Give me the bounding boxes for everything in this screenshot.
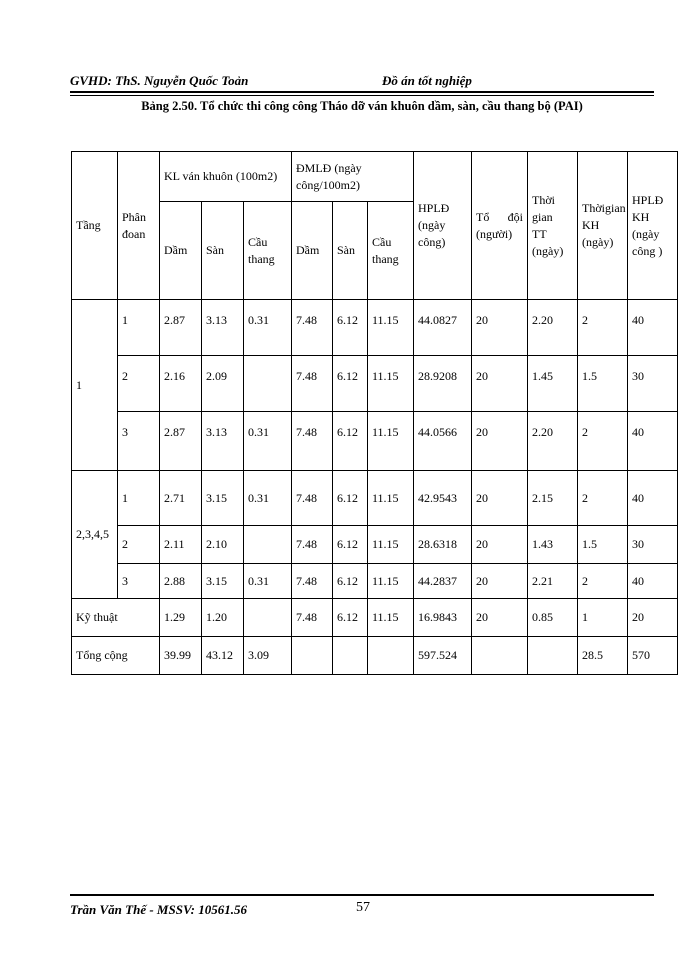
table-row (72, 526, 678, 564)
tg-kh-word-2: gian (605, 201, 626, 215)
header-rule-thin (70, 95, 654, 96)
cell-kl-san: 2.10 (202, 526, 244, 564)
col-header-tg-tt (528, 152, 578, 300)
cell-dm-dam: 7.48 (292, 471, 333, 526)
cell-hpld: 44.0827 (414, 300, 472, 356)
sub-header-kl-dam: Dầm (160, 202, 202, 300)
cell-kl-san: 2.09 (202, 356, 244, 412)
sub-header-dm-dam: Dầm (292, 202, 333, 300)
header-rule-thick (70, 91, 654, 93)
to-doi-unit: (người) (476, 226, 513, 241)
cell-to: 20 (472, 412, 528, 471)
col-header-hpld-kh: HPLĐ KH (ngày công ) (628, 152, 678, 300)
cell-kl-ct: 0.31 (244, 471, 292, 526)
cell-dm-dam: 7.48 (292, 356, 333, 412)
cell-row-label: Tổng cộng (72, 637, 160, 675)
col-header-dmld: ĐMLĐ (ngày công/100m2) (292, 152, 414, 202)
cell-kh: 2 (578, 471, 628, 526)
cell-phan-doan: 1 (118, 300, 160, 356)
cell-dm-dam: 7.48 (292, 526, 333, 564)
cell-hpld-kh: 570 (628, 637, 678, 675)
cell-kh: 2 (578, 564, 628, 599)
cell-hpld: 28.9208 (414, 356, 472, 412)
col-header-kl: KL ván khuôn (100m2) (160, 152, 292, 202)
page-header (70, 73, 654, 89)
col-header-phan-doan: Phân đoan (118, 152, 160, 300)
cell-kh: 1.5 (578, 526, 628, 564)
cell-kh: 2 (578, 412, 628, 471)
cell-kl-ct: 0.31 (244, 300, 292, 356)
cell-kl-dam: 2.16 (160, 356, 202, 412)
sub-header-kl-san: Sàn (202, 202, 244, 300)
construction-table (71, 151, 678, 675)
tg-tt-line-1: Thời gian (532, 192, 556, 224)
cell-dm-san: 6.12 (333, 526, 368, 564)
cell-dm-ct: 11.15 (368, 564, 414, 599)
cell-phan-doan: 3 (118, 564, 160, 599)
header-supervisor: GVHD: ThS. Nguyễn Quốc Toản (70, 73, 249, 88)
cell-dm-san: 6.12 (333, 564, 368, 599)
cell-tang: 1 (72, 300, 118, 471)
col-header-tg-kh (578, 152, 628, 300)
cell-dm-san: 6.12 (333, 356, 368, 412)
table-row (72, 564, 678, 599)
cell-dm-dam: 7.48 (292, 300, 333, 356)
header-row-1 (72, 152, 678, 202)
cell-to: 20 (472, 300, 528, 356)
cell-hpld-kh: 30 (628, 356, 678, 412)
tg-kh-line-3: (ngày) (582, 235, 614, 249)
cell-hpld-kh: 40 (628, 564, 678, 599)
cell-dm-ct: 11.15 (368, 471, 414, 526)
cell-hpld-kh: 40 (628, 300, 678, 356)
to-doi-word-2: đội (507, 209, 523, 224)
cell-dm-ct (368, 637, 414, 675)
cell-tt: 2.21 (528, 564, 578, 599)
cell-dm-ct: 11.15 (368, 412, 414, 471)
cell-kl-dam: 1.29 (160, 599, 202, 637)
cell-kl-san: 3.13 (202, 300, 244, 356)
cell-row-label: Kỹ thuật (72, 599, 160, 637)
sub-header-dm-san: Sàn (333, 202, 368, 300)
cell-kl-dam: 2.87 (160, 300, 202, 356)
cell-kl-ct: 0.31 (244, 412, 292, 471)
cell-hpld-kh: 40 (628, 412, 678, 471)
table-row (72, 356, 678, 412)
col-header-to-doi (472, 152, 528, 300)
cell-tt: 0.85 (528, 599, 578, 637)
to-doi-word-1: Tổ (476, 209, 490, 224)
cell-dm-san: 6.12 (333, 599, 368, 637)
cell-kl-dam: 2.88 (160, 564, 202, 599)
cell-hpld: 16.9843 (414, 599, 472, 637)
cell-hpld: 28.6318 (414, 526, 472, 564)
cell-kl-san: 3.15 (202, 564, 244, 599)
cell-kl-ct (244, 599, 292, 637)
table-row (72, 412, 678, 471)
cell-kl-ct: 3.09 (244, 637, 292, 675)
cell-phan-doan: 2 (118, 356, 160, 412)
col-header-hpld: HPLĐ (ngày công) (414, 152, 472, 300)
cell-dm-ct: 11.15 (368, 599, 414, 637)
table-caption: Bảng 2.50. Tổ chức thi công công Tháo dỡ ván khuôn dầm, sàn, cầu thang bộ (PAI) (141, 99, 583, 113)
cell-dm-ct: 11.15 (368, 526, 414, 564)
cell-dm-dam: 7.48 (292, 564, 333, 599)
cell-dm-dam: 7.48 (292, 412, 333, 471)
cell-dm-san (333, 637, 368, 675)
cell-kl-dam: 39.99 (160, 637, 202, 675)
footer-rule-thick (70, 894, 654, 896)
cell-to: 20 (472, 356, 528, 412)
sub-header-kl-cau-thang: Cầu thang (244, 202, 292, 300)
sub-header-dm-cau-thang: Cầu thang (368, 202, 414, 300)
table-row (72, 300, 678, 356)
ky-thuat-row (72, 599, 678, 637)
cell-kl-dam: 2.71 (160, 471, 202, 526)
cell-hpld-kh: 20 (628, 599, 678, 637)
cell-hpld: 597.524 (414, 637, 472, 675)
tg-kh-line-2: KH (582, 218, 600, 232)
cell-dm-san: 6.12 (333, 300, 368, 356)
cell-tt: 1.45 (528, 356, 578, 412)
cell-kh: 28.5 (578, 637, 628, 675)
cell-dm-dam: 7.48 (292, 599, 333, 637)
cell-to: 20 (472, 564, 528, 599)
cell-phan-doan: 2 (118, 526, 160, 564)
cell-hpld: 42.9543 (414, 471, 472, 526)
cell-kl-ct (244, 356, 292, 412)
col-header-tang: Tầng (72, 152, 118, 300)
cell-dm-dam (292, 637, 333, 675)
cell-kh: 2 (578, 300, 628, 356)
cell-kh: 1 (578, 599, 628, 637)
cell-hpld-kh: 40 (628, 471, 678, 526)
cell-dm-san: 6.12 (333, 471, 368, 526)
page-number: 57 (356, 900, 370, 915)
tg-tt-line-2: TT (ngày) (532, 226, 564, 258)
table-row (72, 471, 678, 526)
cell-tt (528, 637, 578, 675)
cell-tt: 2.15 (528, 471, 578, 526)
cell-kl-san: 3.15 (202, 471, 244, 526)
cell-dm-san: 6.12 (333, 412, 368, 471)
tong-cong-row (72, 637, 678, 675)
cell-kl-dam: 2.87 (160, 412, 202, 471)
header-doc-title: Đồ án tốt nghiệp (382, 73, 472, 88)
cell-tt: 2.20 (528, 412, 578, 471)
cell-kl-san: 3.13 (202, 412, 244, 471)
cell-hpld: 44.0566 (414, 412, 472, 471)
cell-hpld-kh: 30 (628, 526, 678, 564)
cell-kl-ct: 0.31 (244, 564, 292, 599)
cell-phan-doan: 3 (118, 412, 160, 471)
cell-tt: 2.20 (528, 300, 578, 356)
cell-kl-ct (244, 526, 292, 564)
cell-kl-san: 1.20 (202, 599, 244, 637)
tg-kh-word-1: Thời (582, 201, 606, 215)
cell-to (472, 637, 528, 675)
cell-to: 20 (472, 599, 528, 637)
cell-dm-ct: 11.15 (368, 300, 414, 356)
cell-hpld: 44.2837 (414, 564, 472, 599)
cell-tt: 1.43 (528, 526, 578, 564)
cell-to: 20 (472, 471, 528, 526)
cell-kl-san: 43.12 (202, 637, 244, 675)
cell-to: 20 (472, 526, 528, 564)
cell-phan-doan: 1 (118, 471, 160, 526)
cell-kh: 1.5 (578, 356, 628, 412)
cell-kl-dam: 2.11 (160, 526, 202, 564)
cell-tang: 2,3,4,5 (72, 471, 118, 599)
cell-dm-ct: 11.15 (368, 356, 414, 412)
footer-author: Trần Văn Thế - MSSV: 10561.56 (70, 902, 247, 917)
page-footer (70, 902, 654, 920)
